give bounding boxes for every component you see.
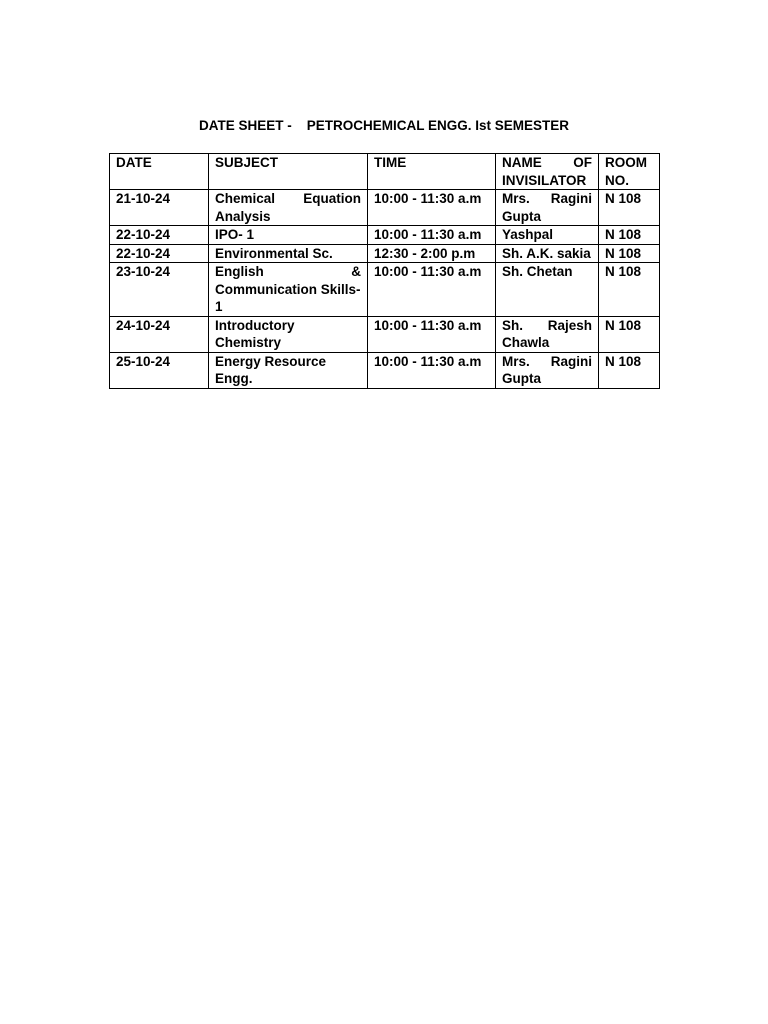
cell-time: 10:00 - 11:30 a.m — [368, 316, 496, 352]
header-time — [368, 154, 496, 190]
header-subject — [209, 154, 368, 190]
invigilator-line: Sh. Chetan — [502, 264, 573, 279]
cell-invigilator — [496, 190, 599, 226]
subject-line: IPO- 1 — [215, 227, 255, 242]
cell-room: N 108 — [599, 263, 660, 317]
cell-subject — [209, 190, 368, 226]
header-date — [110, 154, 209, 190]
cell-invigilator — [496, 316, 599, 352]
header-time-label: TIME — [374, 155, 407, 170]
cell-invigilator — [496, 352, 599, 388]
table-header-row — [110, 154, 660, 190]
cell-subject — [209, 316, 368, 352]
header-room-line2: NO. — [605, 172, 630, 188]
invigilator-line: Gupta — [502, 371, 541, 386]
cell-room: N 108 — [599, 352, 660, 388]
subject-line: 1 — [215, 299, 223, 314]
table-row — [110, 316, 660, 352]
cell-date: 21-10-24 — [110, 190, 209, 226]
table-row — [110, 352, 660, 388]
cell-invigilator — [496, 244, 599, 263]
subject-line: English & — [215, 264, 361, 279]
cell-room: N 108 — [599, 316, 660, 352]
invigilator-line: Sh. A.K. sakia — [502, 245, 591, 261]
invigilator-line: Mrs. Ragini — [502, 191, 592, 206]
cell-invigilator — [496, 263, 599, 317]
subject-line: Introductory — [215, 317, 295, 333]
cell-room: N 108 — [599, 244, 660, 263]
cell-time: 12:30 - 2:00 p.m — [368, 244, 496, 263]
header-room — [599, 154, 660, 190]
cell-time: 10:00 - 11:30 a.m — [368, 263, 496, 317]
cell-subject — [209, 263, 368, 317]
cell-room: N 108 — [599, 190, 660, 226]
subject-line: Environmental Sc. — [215, 245, 333, 261]
cell-date: 22-10-24 — [110, 226, 209, 245]
subject-line: Energy Resource Engg. — [215, 353, 327, 386]
header-subject-label: SUBJECT — [215, 155, 279, 170]
table-row — [110, 190, 660, 226]
header-date-label: DATE — [116, 155, 152, 170]
subject-line: Communication Skills- — [215, 281, 361, 297]
cell-date: 25-10-24 — [110, 352, 209, 388]
cell-date: 24-10-24 — [110, 316, 209, 352]
cell-subject — [209, 352, 368, 388]
cell-date: 23-10-24 — [110, 263, 209, 317]
cell-time: 10:00 - 11:30 a.m — [368, 190, 496, 226]
header-name-line2: INVISILATOR — [502, 172, 587, 188]
invigilator-line: Yashpal — [502, 227, 554, 242]
cell-subject — [209, 226, 368, 245]
invigilator-line: Gupta — [502, 208, 541, 224]
subject-line: Analysis — [215, 208, 271, 224]
table-row — [110, 263, 660, 317]
invigilator-line: Sh. Rajesh — [502, 317, 592, 333]
header-room-line1: ROOM — [605, 155, 647, 170]
cell-time: 10:00 - 11:30 a.m — [368, 226, 496, 245]
cell-invigilator — [496, 226, 599, 245]
header-name-line1: NAME OF — [502, 155, 592, 170]
invigilator-line: Chawla — [502, 335, 550, 350]
table-row — [110, 226, 660, 245]
cell-date: 22-10-24 — [110, 244, 209, 263]
subject-line: Chemistry — [215, 335, 282, 350]
subject-line: Chemical Equation — [215, 191, 361, 206]
table-row — [110, 244, 660, 263]
header-invigilator — [496, 154, 599, 190]
page-title: DATE SHEET - PETROCHEMICAL ENGG. Ist SEMESTER — [198, 118, 570, 133]
cell-room: N 108 — [599, 226, 660, 245]
cell-time: 10:00 - 11:30 a.m — [368, 352, 496, 388]
invigilator-line: Mrs. Ragini — [502, 353, 592, 369]
cell-subject — [209, 244, 368, 263]
date-sheet-table — [109, 153, 660, 389]
